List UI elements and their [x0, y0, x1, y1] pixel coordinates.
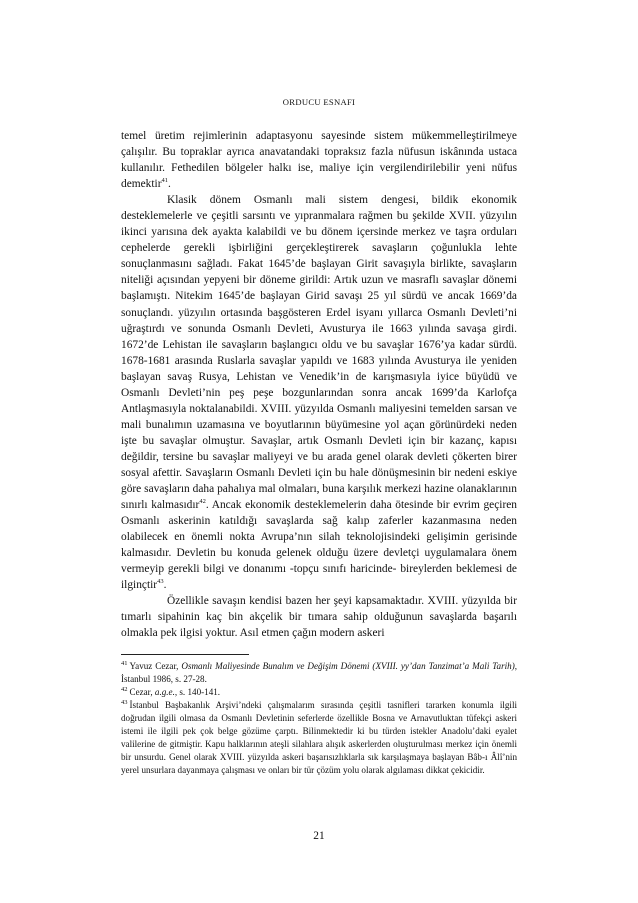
footnote-title: Osmanlı Maliyesinde Bunalım ve Değişim Dönemi (XVIII. yy’dan Tanzimat’a Mali Tarih) — [181, 661, 515, 671]
footnote-ref-43: 43 — [157, 578, 164, 586]
paragraph-1 — [121, 128, 517, 192]
page-number: 21 — [313, 830, 325, 842]
paragraph-text: Klasik dönem Osmanlı mali sistem dengesi, bildik ekonomik desteklemelerle ve çeşitli sarsıntı ve yıpranmalara rağmen bu şekilde XVII. yüzyılın ikinci yarısına dek ayakta kalabildi ve bu dönem içersinde merkez ve taşra orduları cephelerde gerekli işbirliğini gerçekleştirerek savaşların çoğunlukla lehte sonuçlanmasını sağladı. Fakat 1645’de başlayan Girit savaşıyla birlikte, savaşların niteliği açısından yepyeni bir döneme girildi: Artık uzun ve masraflı savaşlar dönemi başlamıştı. Nitekim 1645’de başlayan Girid savaşı 25 yıl sürdü ve ancak 1669’da sonuçlandı. yüzyılın ortasında başgösteren Erdel isyanı yıllarca Osmanlı Devleti’ni uğraştırdı ve sonunda Osmanlı Devleti, Avusturya ile 1663 yılında savaşa girdi. 1672’de Lehistan ile savaşların başlangıcı oldu ve bu savaşlar 1676’ya kadar sürdü. 1678-1681 arasında Ruslarla savaşlar yapıldı ve 1683 yılında Avusturya ile yeniden başlayan savaş Rusya, Lehistan ve Venedik’in de karışmasıyla iyice büyüdü ve Osmanlı Devleti’nin peş peşe bozgunlarından sonra ancak 1699’da Karlofça Antlaşmasıyla noktalanabildi. XVIII. yüzyılda Osmanlı maliyesini temelden sarsan ve mali bunalımın uzamasına ve boyutlarının büyümesine yol açan görünürdeki neden işte bu savaşlar olmuştur. Savaşlar, artık Osmanlı Devleti için bir kazanç, kapısı değildir, tersine bu savaşlar maliyeyi ve bu arada genel olarak devleti çökerten birer sosyal afettir. Savaşların Osmanlı Devleti için bu hale dönüşmesinin bir nedeni eskiye göre savaşların daha pahalıya mal olmaları, buna karşılık merkezi hazine olanaklarının sınırlı kalmasıdır — [121, 194, 517, 512]
footnote-text: İstanbul Başbakanlık Arşivi’ndeki çalışmalarım sırasında çeşitli tasnifleri tararken konumla ilgili doğrudan ilgili olmasa da Osmanlı Devletinin seferlerde özellikle Bosna ve Arnavutluktan tüfekçi askeri istemi ile ilgili pek çok belge gözüme çarptı. Bilinmektedir ki bu türden istekler Anadolu’daki eyalet valilerine de gitmiştir. Kapu halklarının ateşli silahlara alışık askerlerden oluşturulması merkez için önemli bir unsurdu. Genel olarak XVIII. yüzyılda askeri başarısızlıklarla sık karşılaşmaya başlayan Bâb-ı Âlî’nin yerel unsurlara dayanmaya çalışması ve onları bir tür çözüm yolu olarak algılaması dikkat çekicidir. — [121, 700, 517, 775]
paragraph-3 — [121, 593, 517, 641]
footnote-ref-41: 41 — [161, 177, 168, 185]
paragraph-2 — [121, 192, 517, 593]
paragraph-text: Özellikle savaşın kendisi bazen her şeyi kapsamaktadır. XVIII. yüzyılda bir tımarlı sipahinin kaç bin akçelik bir tımara sahip olduğunun savaşlarda başarılı olmakla pek ilgisi yoktur. Asıl etmen çağın modern askeri — [121, 595, 517, 640]
running-head: ORDUCU ESNAFI — [282, 97, 356, 107]
paragraph-text: . — [168, 178, 171, 191]
footnote-text: , İstanbul 1986, s. 27-28. — [121, 661, 518, 684]
paragraph-text: . Ancak ekonomik desteklemelerin daha ötesinde bir evrim geçiren Osmanlı askerinin katıldığı savaşlarda sağ kalıp zaferler kazanmasına neden olabilecek en önemli nokta Avrupa’nın silah teknolojisindeki gelişimin gerisinde kalmasıdır. Devletin bu konuda gelenek olduğu üzere devletçi uygulamalara önem vermeyip gerekli bilgi ve donanımı -topçu sınıfı haricinde- bireylerden beklemesi de ilginçtir — [121, 499, 518, 592]
footnotes — [121, 660, 517, 777]
footnote-number: 41 — [121, 659, 128, 667]
footnote-42 — [121, 686, 517, 699]
footnote-number: 43 — [121, 698, 128, 706]
paragraph-text: temel üretim rejimlerinin adaptasyonu sayesinde sistem mükemmelleştirilmeye çalışılır. Bu topraklar ayrıca anavatandaki topraksız fazla nüfusun iskânında ustaca kullanılır. Fethedilen bölgeler halkı ise, maliye için vergilendirilebilir yeni nüfus demektir — [121, 130, 517, 191]
footnote-title: a.g.e. — [154, 687, 175, 697]
footnote-41 — [121, 660, 517, 686]
body-text — [121, 128, 517, 642]
footnote-number: 42 — [121, 685, 128, 693]
footnote-43 — [121, 699, 517, 777]
footnote-ref-42: 42 — [199, 498, 206, 506]
footnote-text: Yavuz Cezar, — [129, 661, 182, 671]
footnote-text: , s. 140-141. — [174, 687, 221, 697]
footnote-divider — [121, 654, 249, 655]
footnote-text: Cezar, — [129, 687, 155, 697]
paragraph-text: . — [163, 579, 167, 592]
